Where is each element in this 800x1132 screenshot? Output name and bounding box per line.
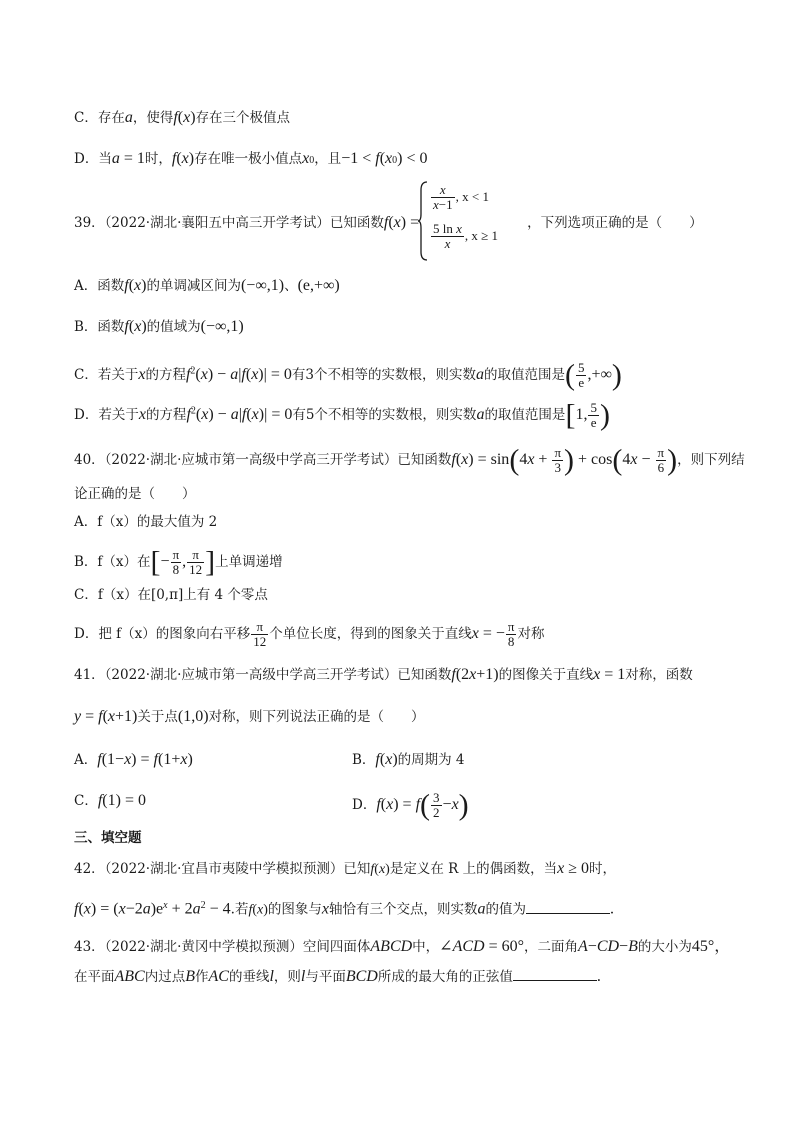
piecewise-brace — [417, 180, 429, 262]
piecewise-case-2: $\frac{\text{5 ln x}}{x}$ , x ≥ 1 — [433, 221, 499, 251]
q39-option-c: C．若关于x的方程$f^2(x) - a|f(x)| = 0$有3个不相等的实数根，则实数a的取值范围是( $\frac{5}{e}$ ,+∞) — [74, 358, 622, 392]
q43-stem-line-2: 在平面ABC内过点B作AC的垂线l，则l与平面BCD所成的最大角的正弦值 . — [74, 968, 601, 985]
q38-option-d: D．当a = 1时，f(x)存在唯一极小值点x0，且−1 < f(x0) < 0 — [74, 150, 428, 167]
q43-stem: 43．（2022·湖北·黄冈中学模拟预测）空间四面体ABCD中，∠ACD = 60°，二面角A−CD−B的大小为45°， — [74, 938, 731, 955]
answer-blank[interactable] — [526, 899, 610, 914]
q40-option-c: C．f（x）在[0,π]上有 4 个零点 — [74, 587, 268, 603]
q41-stem-line-2: y = f(x+1)关于点(1,0)对称，则下列说法正确的是（ ） — [74, 708, 425, 725]
q40-option-a: A．f（x）的最大值为 2 — [74, 514, 218, 530]
q39-option-a: A．函数f(x)的单调减区间为(−∞,1)、(e,+∞) — [74, 277, 340, 294]
q41-option-c: C．f(1) = 0 — [74, 792, 146, 809]
q41-stem: 41．（2022·湖北·应城市第一高级中学高三开学考试）已知函数f(2x+1)的图像关于直线x = 1对称，函数 — [74, 666, 693, 683]
q41-option-a: A．f(1−x) = f(1+x) — [74, 751, 193, 768]
answer-blank[interactable] — [513, 966, 597, 981]
q40-option-d: D．把 f（x）的图象向右平移 $\frac{\pi}{12}$ 个单位长度，得到的图象关于直线x = − $\frac{\pi}{8}$ 对称 — [74, 619, 545, 649]
q39-option-b: B．函数f(x)的值域为(−∞,1) — [74, 318, 244, 335]
q40-stem: 40．（2022·湖北·应城市第一高级中学高三开学考试）已知函数f(x) = sin(4x + $\frac{\pi}{3}$ ) + cos(4x − $\frac{\pi}{6}$ )，则下列结 — [74, 443, 745, 477]
q39-stem: 39．（2022·湖北·襄阳五中高三开学考试）已知函数f(x) = ，下列选项正确的是（ ） — [74, 214, 703, 231]
q41-option-d: D．f(x) = f( $\frac{3}{2}$ −x) — [352, 788, 469, 822]
section-heading-fill-in: 三、填空题 — [74, 830, 142, 846]
q39-option-d: D．若关于x的方程$f^2(x) - a|f(x)| = 0$有5个不相等的实数根，则实数a的取值范围是[1, $\frac{5}{e}$ ) — [74, 398, 610, 432]
piecewise-case-1: $\frac{x}{x-1}$ , x < 1 — [433, 182, 489, 212]
q41-option-b: B．f(x)的周期为 4 — [352, 751, 465, 768]
q42-stem: 42．（2022·湖北·宜昌市夷陵中学模拟预测）已知f(x)是定义在 R 上的偶函数，当x ≥ 0时， — [74, 860, 616, 877]
q40-option-b: B．f（x）在[− $\frac{\pi}{8}$ , $\frac{\pi}{12}$ ]上单调递增 — [74, 545, 283, 579]
q40-stem-line-2: 论正确的是（ ） — [74, 486, 196, 502]
q42-stem-line-2: $f(x) = (x-2a)e^x + 2a^2 - 4$.若f(x)的图象与x轴恰有三个交点，则实数a的值为 . — [74, 900, 615, 918]
q38-option-c: C．存在a，使得f(x)存在三个极值点 — [74, 109, 291, 126]
